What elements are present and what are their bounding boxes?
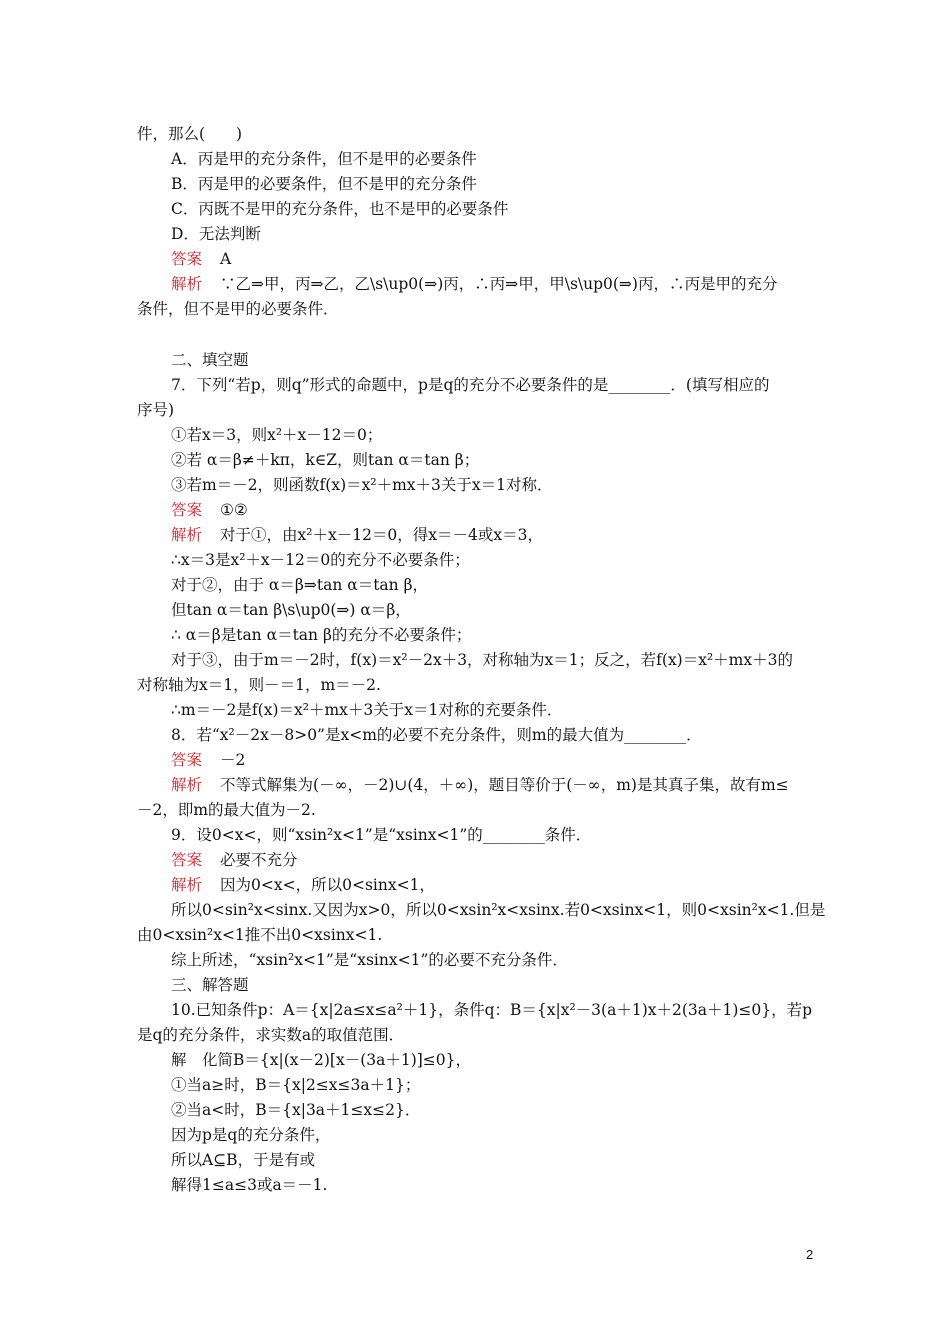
question-8: 8．若“x²－2x－8>0”是x<m的必要不充分条件，则m的最大值为________． [171,726,702,744]
answer-text: －2 [220,751,246,769]
analysis-label: 解析 [171,526,203,544]
analysis-line [171,525,543,545]
answer-line [171,750,245,770]
option-a: A．丙是甲的充分条件，但不是甲的必要条件 [171,150,477,168]
answer-label: 答案 [171,501,203,519]
question-10: 10.已知条件p：A＝{x|2a≤x≤a²＋1}，条件q：B＝{x|x²－3(a＋1)x＋2(3a＋1)≤0}，若p [171,1001,813,1019]
text-line: 解 化简B＝{x|(x－2)[x－(3a＋1)]≤0}， [171,1051,472,1069]
text-line: ②当a<时，B＝{x|3a＋1≤x≤2}． [171,1101,421,1119]
text-line: 所以A⊆B，于是有或 [171,1151,316,1169]
answer-line [171,850,298,870]
analysis-text: 不等式解集为(－∞，－2)∪(4，＋∞)，题目等价于(－∞，m)是其真子集，故有m≤ [220,776,789,794]
option-d: D．无法判断 [171,225,261,243]
text-line: 对称轴为x＝1，则－＝1，m＝－2. [137,676,381,694]
text-line: ③若m＝－2，则函数f(x)＝x²＋mx＋3关于x＝1对称． [171,476,553,494]
analysis-label: 解析 [171,876,203,894]
text-line: 条件，但不是甲的必要条件． [137,300,339,318]
analysis-line [171,875,435,895]
text-line: 但tan α＝tan β\s\up0(⇒) α＝β， [171,601,411,619]
answer-text: 必要不充分 [220,851,298,869]
analysis-line [171,775,789,795]
text-line: ∴x＝3是x²＋x－12＝0的充分不必要条件； [171,551,470,569]
text-line: ①若x＝3，则x²＋x－12＝0； [171,426,383,444]
section-heading: 二、填空题 [171,351,249,369]
text-line: －2，即m的最大值为－2. [137,801,316,819]
analysis-text: 因为0<x<，所以0<sinx<1， [220,876,435,894]
text-line: 对于③，由于m＝－2时，f(x)＝x²－2x＋3，对称轴为x＝1；反之，若f(x)＝x²＋mx＋3的 [171,651,793,669]
answer-label: 答案 [171,751,203,769]
text-line: ①当a≥时，B＝{x|2≤x≤3a＋1}； [171,1076,421,1094]
text-line: ∴m＝－2是f(x)＝x²＋mx＋3关于x＝1对称的充要条件． [171,701,563,719]
answer-label: 答案 [171,851,203,869]
question-9: 9．设0<x<，则“xsin²x<1”是“xsinx<1”的________条件． [171,826,592,844]
analysis-label: 解析 [171,776,203,794]
text-line: 因为p是q的充分条件， [171,1126,331,1144]
answer-text: A [220,250,232,268]
text-line: 由0<xsin²x<1推不出0<xsinx<1. [137,926,383,944]
question-7: 7．下列“若p，则q”形式的命题中，p是q的充分不必要条件的是________．(填写相应的 [171,376,770,394]
text-line: 所以0<sin²x<sinx.又因为x>0，所以0<xsin²x<xsinx.若0<xsinx<1，则0<xsin²x<1.但是 [171,901,826,919]
text-line: ②若 α＝β≠＋kπ，k∈Z，则tan α＝tan β； [171,451,480,469]
text-line: 解得1≤a≤3或a＝－1. [171,1176,328,1194]
text-line: 是q的充分条件，求实数a的取值范围． [137,1026,405,1044]
text-line: 件，那么( ) [137,125,243,143]
text-line: 综上所述，“xsin²x<1”是“xsinx<1”的必要不充分条件． [171,951,568,969]
analysis-label: 解析 [171,275,203,293]
answer-label: 答案 [171,250,203,268]
section-heading: 三、解答题 [171,976,249,994]
text-line: 序号) [137,401,175,419]
analysis-text: ∵乙⇒甲，丙⇒乙，乙\s\up0(⇒)丙，∴丙⇒甲，甲\s\up0(⇒)丙，∴丙是甲的充分 [220,275,778,293]
analysis-line [171,274,777,294]
answer-line [171,500,248,520]
text-line: ∴ α＝β是tan α＝tan β的充分不必要条件； [171,626,472,644]
option-c: C．丙既不是甲的充分条件，也不是甲的必要条件 [171,200,509,218]
answer-text: ①② [220,501,248,519]
analysis-text: 对于①，由x²＋x－12＝0，得x＝－4或x＝3， [220,526,544,544]
page-number: 2 [806,1247,814,1262]
option-b: B．丙是甲的必要条件，但不是甲的充分条件 [171,175,477,193]
text-line: 对于②，由于 α＝β⇒tan α＝tan β， [171,576,429,594]
answer-line [171,249,231,269]
